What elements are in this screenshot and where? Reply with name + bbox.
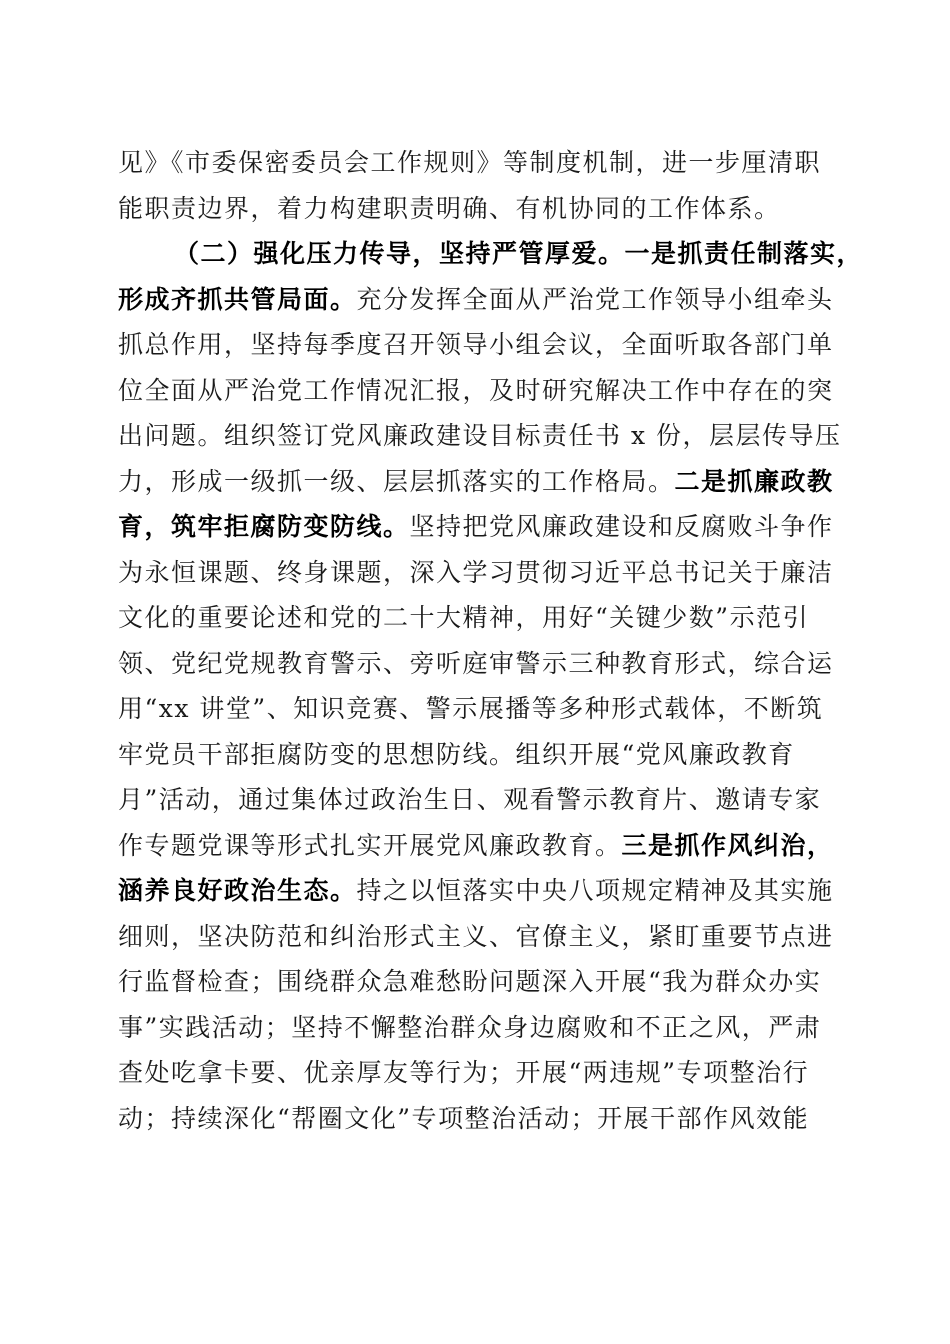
text-line — [118, 641, 834, 687]
text-segment: 细则，坚决防范和纠治形式主义、官僚主义，紧盯重要节点进 — [118, 921, 834, 951]
text-line — [118, 504, 834, 550]
text-segment: 位全面从严治党工作情况汇报，及时研究解决工作中存在的突 — [118, 375, 834, 405]
bold-text-segment: 涵养良好政治生态。 — [118, 876, 357, 905]
text-segment: 出问题。组织签订党风廉政建设目标责任书 x 份，层层传导压 — [118, 421, 842, 450]
text-segment: 持之以恒落实中央八项规定精神及其实施 — [356, 876, 834, 905]
bold-text-segment: 育，筑牢拒腐防变防线。 — [118, 512, 410, 541]
text-segment: 牢党员干部拒腐防变的思想防线。组织开展“党风廉政教育 — [118, 739, 795, 769]
text-line — [118, 277, 834, 323]
document-body — [118, 140, 864, 1141]
bold-text-segment: （二）强化压力传导，坚持严管厚爱。一是抓责任制落实， — [174, 239, 864, 268]
text-segment: 充分发挥全面从严治党工作领导小组牵头 — [356, 284, 834, 314]
text-line — [118, 322, 834, 368]
text-line — [118, 413, 842, 459]
text-segment: 用“xx 讲堂”、知识竞赛、警示展播等多种形式载体，不断筑 — [118, 694, 824, 723]
text-line — [118, 1050, 830, 1096]
text-line — [118, 914, 834, 960]
text-line — [118, 823, 834, 869]
bold-text-segment: 形成齐抓共管局面。 — [118, 284, 357, 314]
text-line — [118, 686, 830, 732]
text-segment: 见》《市委保密委员会工作规则》等制度机制，进一步厘清职 — [118, 148, 822, 177]
text-line — [118, 550, 834, 596]
text-segment: 力，形成一级抓一级、层层抓落实的工作格局。 — [118, 466, 675, 496]
text-segment: 能职责边界，着力构建职责明确、有机协同的工作体系。 — [118, 193, 781, 223]
text-segment: 抓总作用，坚持每季度召开领导小组会议，全面听取各部门单 — [118, 330, 834, 359]
text-segment: 查处吃拿卡要、优亲厚友等行为；开展“两违规”专项整治行 — [118, 1058, 810, 1087]
text-line — [118, 959, 830, 1005]
text-line — [118, 1096, 830, 1142]
text-segment: 为永恒课题、终身课题，深入学习贯彻习近平总书记关于廉洁 — [118, 557, 834, 587]
text-line — [118, 231, 864, 277]
text-segment: 月”活动，通过集体过政治生日、观看警示教育片、邀请专家 — [118, 785, 822, 814]
text-line — [118, 186, 830, 232]
text-segment: 文化的重要论述和党的二十大精神，用好“关键少数”示范引 — [118, 603, 810, 632]
text-line — [118, 1005, 830, 1051]
text-line — [118, 777, 830, 823]
bold-text-segment: 三是抓作风纠治， — [621, 830, 834, 860]
text-segment: 行监督检查；围绕群众急难愁盼问题深入开展“我为群众办实 — [118, 967, 822, 996]
text-line — [118, 868, 834, 914]
text-line — [118, 595, 830, 641]
text-segment: 动；持续深化“帮圈文化”专项整治活动；开展干部作风效能 — [118, 1103, 810, 1133]
text-segment: 坚持把党风廉政建设和反腐败斗争作 — [409, 512, 834, 541]
text-segment: 领、党纪党规教育警示、旁听庭审警示三种教育形式，综合运 — [118, 648, 834, 678]
text-line — [118, 459, 834, 505]
text-line — [118, 140, 830, 186]
text-line — [118, 732, 830, 778]
text-line — [118, 368, 834, 414]
text-segment: 作专题党课等形式扎实开展党风廉政教育。 — [118, 830, 622, 860]
text-segment: 事”实践活动；坚持不懈整治群众身边腐败和不正之风，严肃 — [118, 1012, 822, 1042]
bold-text-segment: 二是抓廉政教 — [674, 466, 834, 496]
